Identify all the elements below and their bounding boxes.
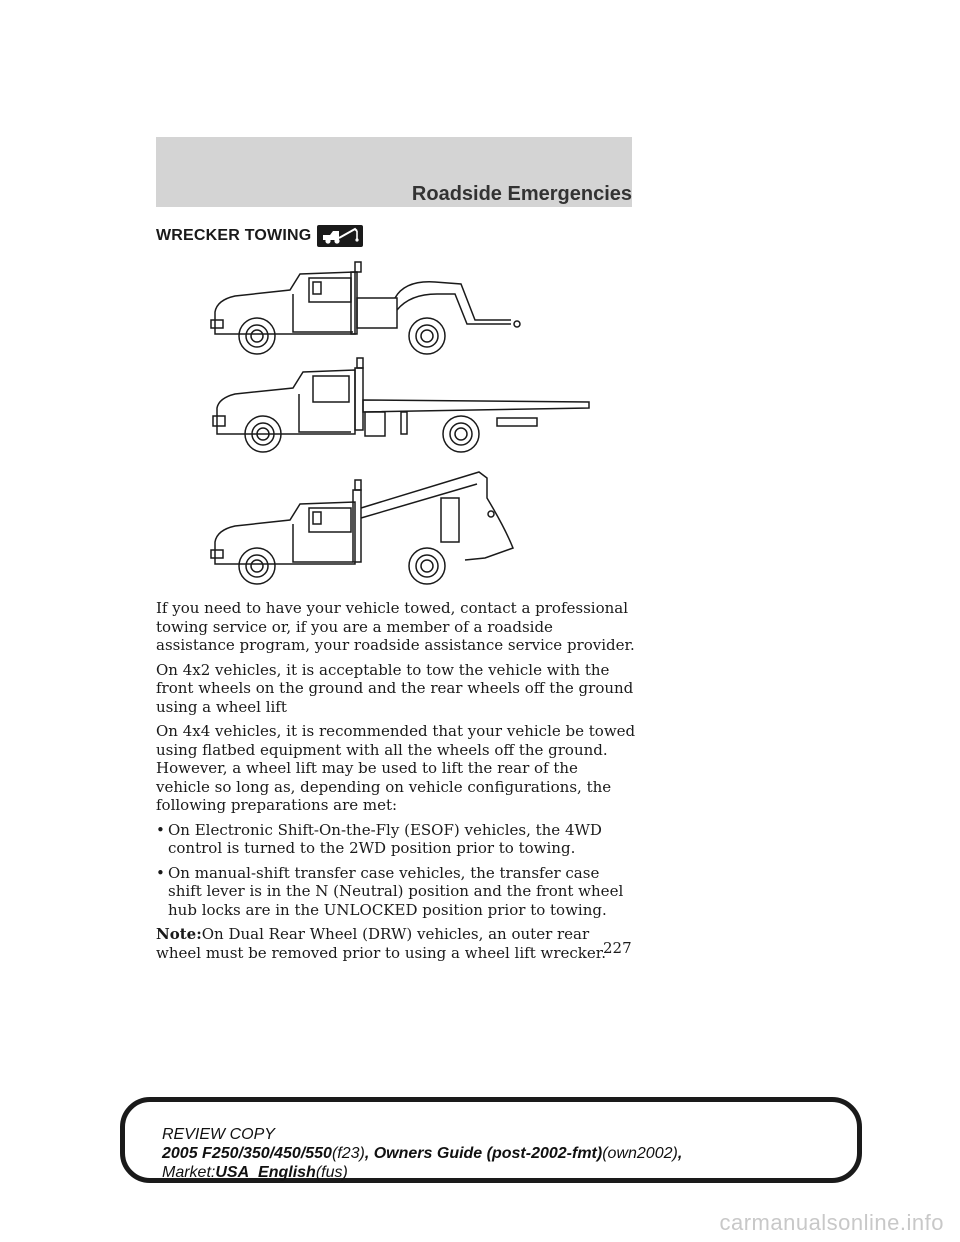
note-label: Note: xyxy=(156,925,202,943)
review-guide-separator: , xyxy=(364,1145,374,1162)
towing-illustrations xyxy=(205,258,595,592)
watermark: carmanualsonline.info xyxy=(719,1210,944,1235)
note-text: On Dual Rear Wheel (DRW) vehicles, an outer rear wheel must be removed prior to using a wheel lift wrecker. xyxy=(156,925,607,962)
bullet-symbol: • xyxy=(156,863,165,882)
review-guide: Owners Guide (post-2002-fmt) xyxy=(373,1145,603,1162)
review-model-code: (f23) xyxy=(331,1145,365,1162)
review-market-label: Market: xyxy=(162,1164,216,1181)
bullet-text-manual-shift: On manual-shift transfer case vehicles, the transfer case shift lever is in the N (Neutral) position and the front wheel hub locks are in the UNLOCKED position prior to towing. xyxy=(168,863,624,919)
bullet-symbol: • xyxy=(156,820,165,839)
paragraph-contact-towing: If you need to have your vehicle towed, contact a professional towing service or, if you are a member of a roadside assistance program, your roadside assistance service provider. xyxy=(156,599,635,654)
review-trailing-comma: , xyxy=(677,1145,683,1162)
section-heading xyxy=(156,225,363,247)
review-model: 2005 F250/350/450/550 xyxy=(162,1145,332,1162)
review-line-2 xyxy=(162,1144,682,1163)
boom-wrecker-illustration xyxy=(211,472,513,584)
paragraph-4x4: On 4x4 vehicles, it is recommended that your vehicle be towed using flatbed equipment with all the wheels off the ground. However, a wheel lift may be used to lift the rear of the vehicle so long as, depending on vehicle configurations, the following preparations are met: xyxy=(156,722,636,814)
review-copy-text xyxy=(162,1125,682,1182)
review-guide-code: (own2002) xyxy=(602,1145,678,1162)
flatbed-truck-illustration xyxy=(213,358,589,452)
bullet-item xyxy=(156,864,636,920)
section-title: Roadside Emergencies xyxy=(411,183,632,205)
note-paragraph xyxy=(156,925,636,962)
bullet-text-esof: On Electronic Shift-On-the-Fly (ESOF) vehicles, the 4WD control is turned to the 2WD position prior to towing. xyxy=(168,820,602,857)
paragraph-4x2: On 4x2 vehicles, it is acceptable to tow the vehicle with the front wheels on the ground and the rear wheels off the ground using a wheel lift xyxy=(156,660,634,716)
wheel-lift-wrecker-illustration xyxy=(211,262,520,354)
review-market: USA_English xyxy=(215,1164,316,1181)
review-line-3 xyxy=(162,1163,682,1182)
review-market-code: (fus) xyxy=(315,1164,348,1181)
bullet-item xyxy=(156,821,636,858)
heading-title: WRECKER TOWING xyxy=(156,227,312,244)
tow-truck-icon xyxy=(317,225,363,247)
page-number: 227 xyxy=(603,939,632,957)
review-line-1: REVIEW COPY xyxy=(162,1126,275,1143)
body-text xyxy=(156,599,636,968)
